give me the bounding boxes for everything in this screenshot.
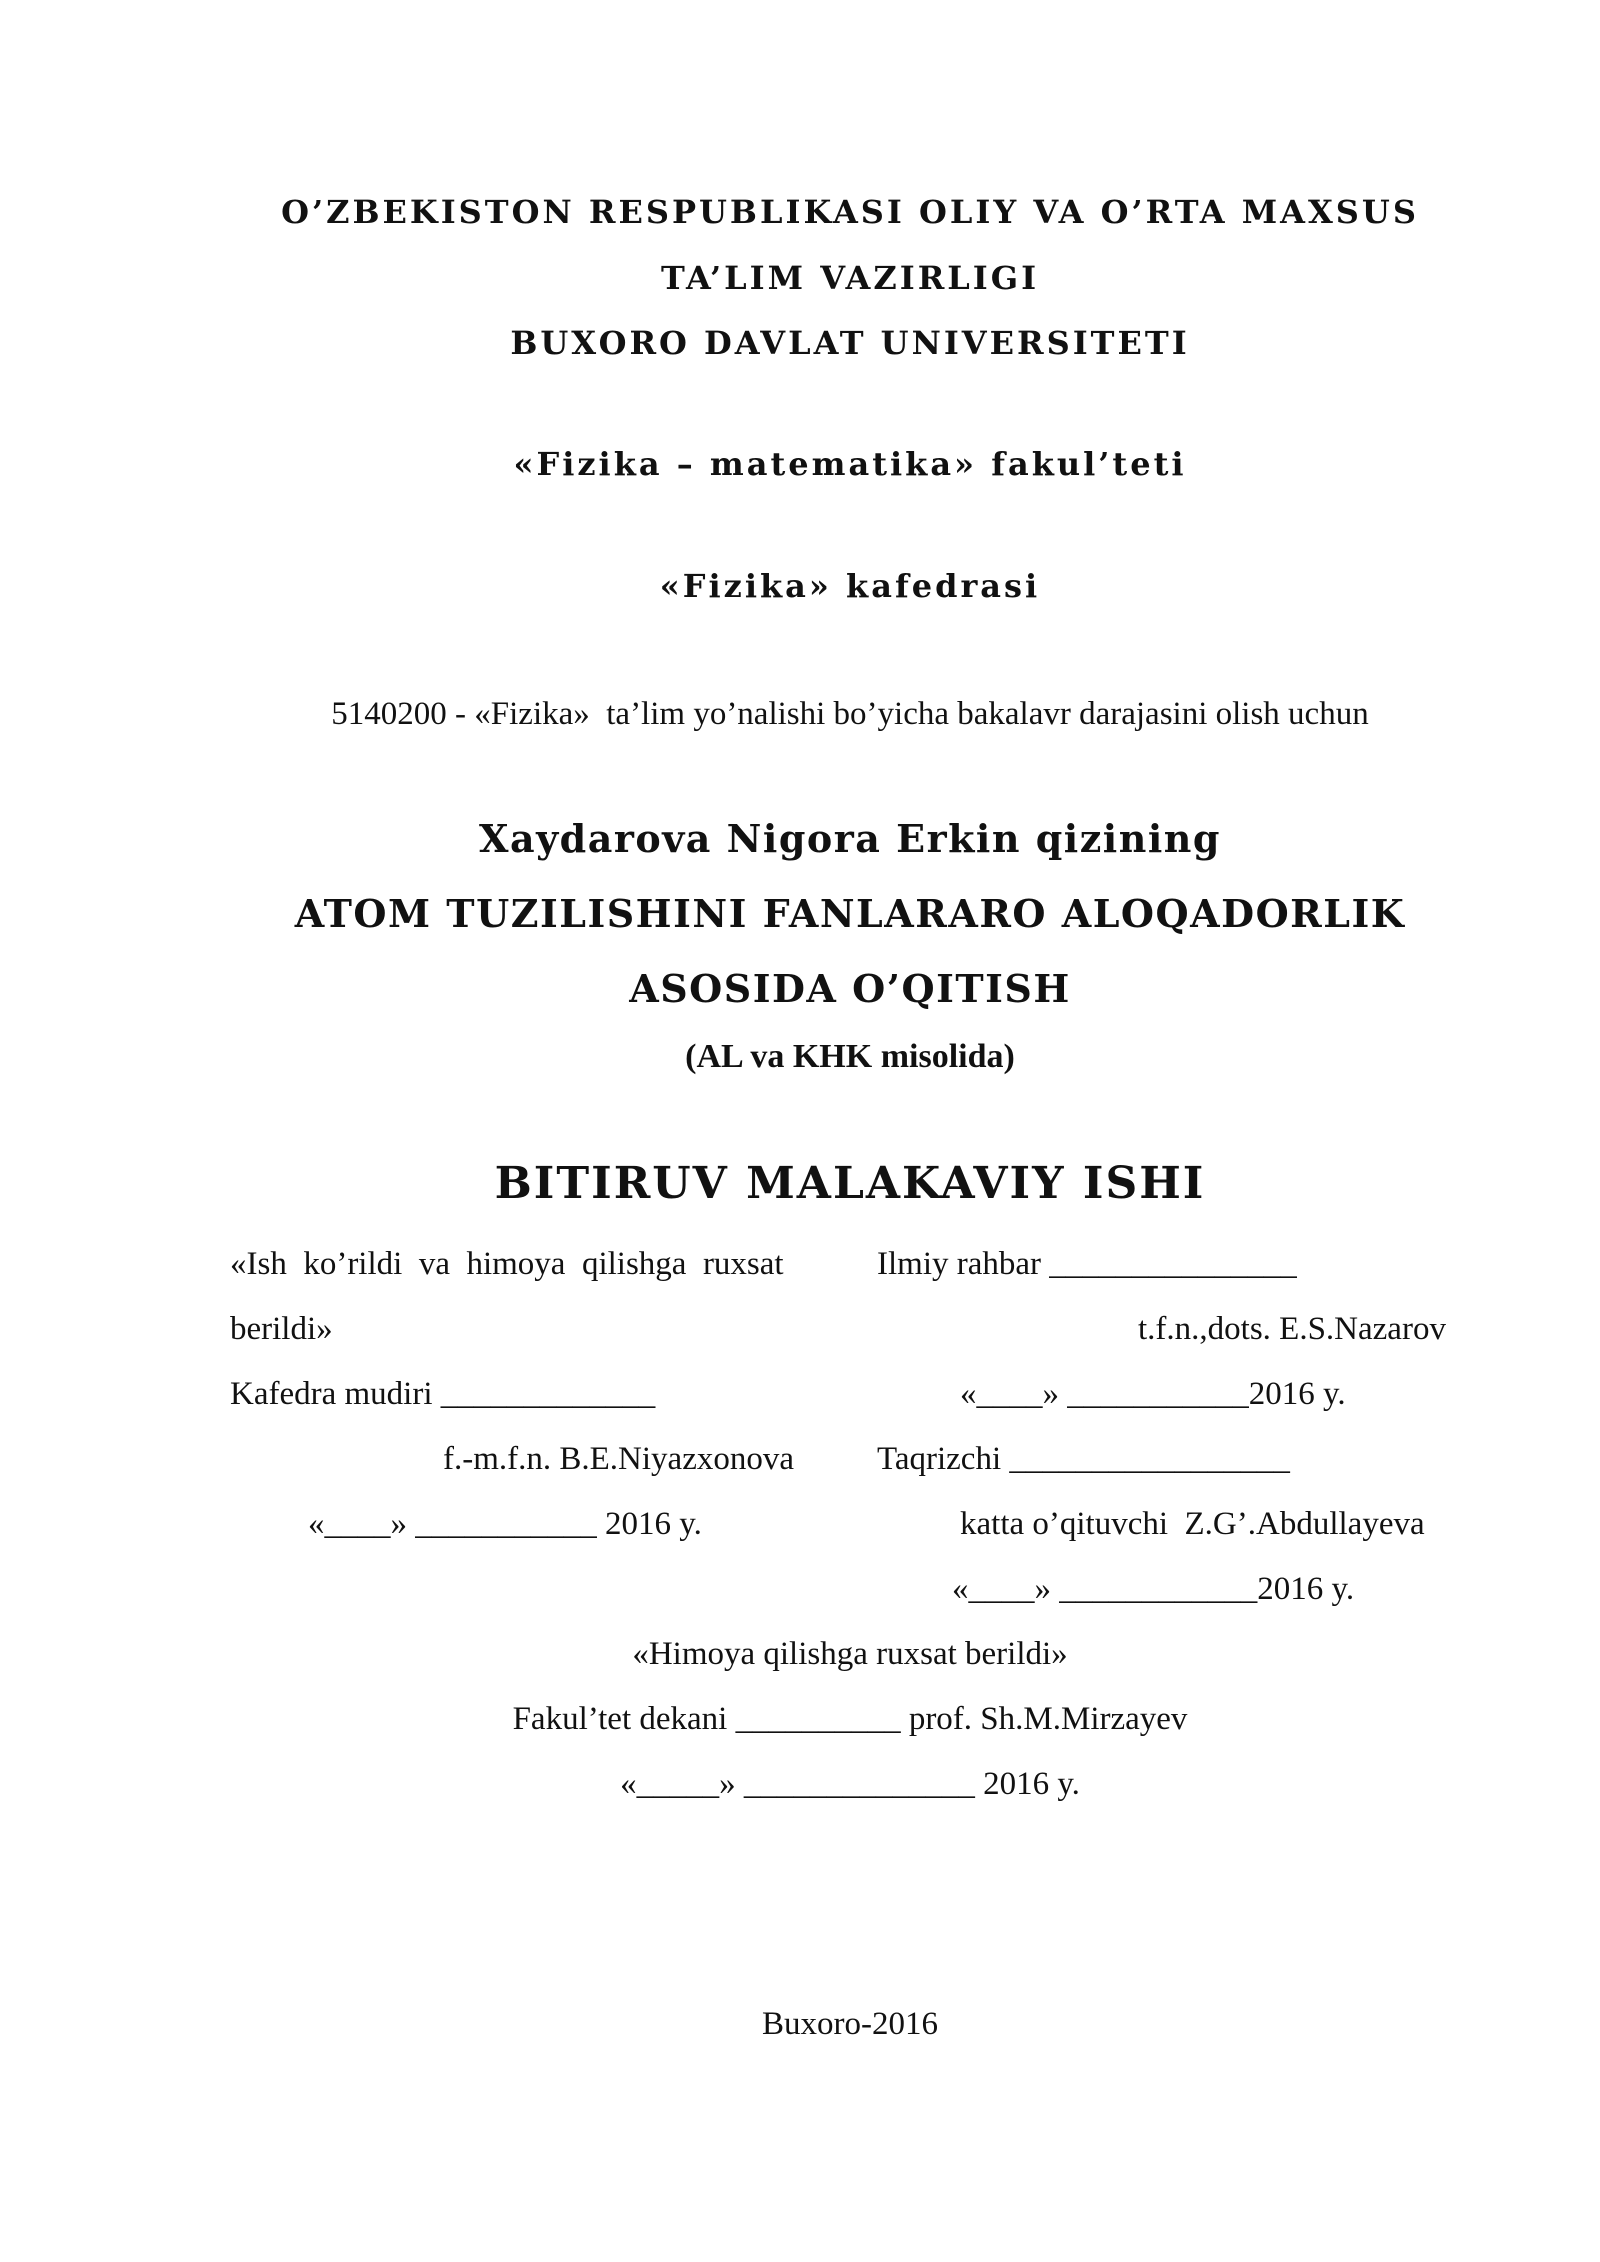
supervisor-date: «____» ___________2016 y. bbox=[960, 1376, 1346, 1412]
faculty-name: «Fizika – matematika» fakul’teti bbox=[513, 445, 1187, 483]
reviewer-date: «____» ____________2016 y. bbox=[952, 1571, 1355, 1607]
ministry-line-1: O’ZBEKISTON RESPUBLIKASI OLIY VA O’RTA MAXSUS bbox=[281, 193, 1419, 231]
department-name: «Fizika» kafedrasi bbox=[659, 567, 1041, 605]
supervisor-name: t.f.n.,dots. E.S.Nazarov bbox=[1138, 1311, 1446, 1347]
department-head-signature: Kafedra mudiri _____________ bbox=[230, 1376, 656, 1412]
thesis-title-line-2: ASOSIDA O’QITISH bbox=[629, 966, 1071, 1011]
work-type: BITIRUV MALAKAVIY ISHI bbox=[494, 1158, 1206, 1209]
defense-permission: «Himoya qilishga ruxsat berildi» bbox=[632, 1636, 1068, 1672]
defense-date: «_____» ______________ 2016 y. bbox=[620, 1766, 1080, 1802]
department-approval-date: «____» ___________ 2016 y. bbox=[308, 1506, 702, 1542]
university-name: BUXORO DAVLAT UNIVERSITETI bbox=[510, 324, 1190, 362]
reviewer-name: katta o’qituvchi Z.G’.Abdullayeva bbox=[960, 1506, 1425, 1542]
thesis-subtitle: (AL va KHK misolida) bbox=[685, 1038, 1015, 1075]
department-permission-line-1: «Ish ko’rildi va himoya qilishga ruxsat bbox=[230, 1246, 784, 1282]
department-head-name: f.-m.f.n. B.E.Niyazxonova bbox=[443, 1441, 794, 1477]
thesis-title-line-1: ATOM TUZILISHINI FANLARARO ALOQADORLIK bbox=[294, 891, 1406, 936]
department-permission-line-2: berildi» bbox=[230, 1311, 333, 1347]
author-name: Xaydarova Nigora Erkin qizining bbox=[478, 816, 1222, 861]
supervisor-signature: Ilmiy rahbar _______________ bbox=[877, 1246, 1297, 1282]
degree-purpose: 5140200 - «Fizika» ta’lim yo’nalishi bo’yicha bakalavr darajasini olish uchun bbox=[331, 696, 1369, 732]
dean-signature: Fakul’tet dekani __________ prof. Sh.M.Mirzayev bbox=[512, 1701, 1188, 1737]
place-year: Buxoro-2016 bbox=[762, 2006, 938, 2042]
reviewer-signature: Taqrizchi _________________ bbox=[877, 1441, 1290, 1477]
ministry-line-2: TA’LIM VAZIRLIGI bbox=[660, 259, 1040, 297]
